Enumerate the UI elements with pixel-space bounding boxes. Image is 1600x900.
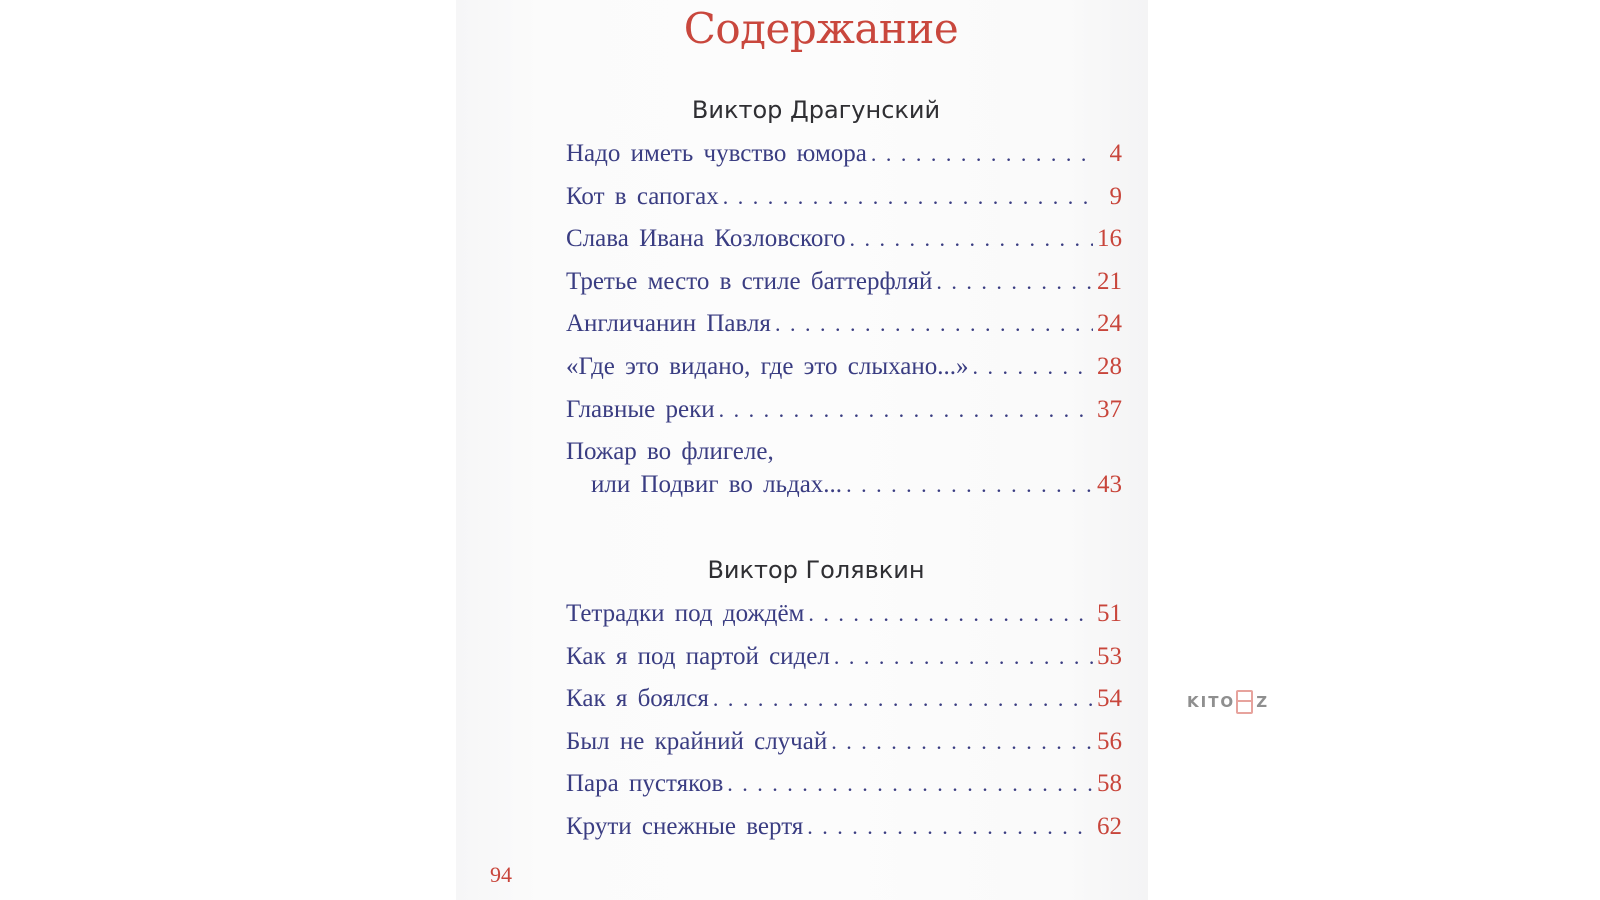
toc-entry-subtitle: или Подвиг во льдах... xyxy=(591,471,843,499)
toc-entry-page: 28 xyxy=(1097,352,1122,380)
toc-entry[interactable] xyxy=(566,140,1122,183)
toc-list xyxy=(566,600,1122,856)
dot-leader xyxy=(727,771,1093,797)
toc-entry-title: Англичанин Павля xyxy=(566,310,771,338)
toc-entry-title: Был не крайний случай xyxy=(566,727,828,755)
toc-entry[interactable] xyxy=(566,685,1122,728)
toc-entry-title: Кот в сапогах xyxy=(566,182,719,210)
toc-entry-title: Пожар во флигеле, xyxy=(566,438,774,466)
watermark-box-icon xyxy=(1236,690,1253,714)
toc-entry-page: 43 xyxy=(1097,471,1122,499)
toc-entry[interactable] xyxy=(566,183,1122,226)
toc-entry-page: 54 xyxy=(1097,685,1122,713)
toc-entry-page: 62 xyxy=(1097,812,1122,840)
toc-entry-title: Надо иметь чувство юмора xyxy=(566,140,867,167)
dot-leader xyxy=(846,472,1093,498)
toc-entry[interactable] xyxy=(566,225,1122,268)
toc-entry[interactable] xyxy=(566,396,1122,439)
kitobz-watermark xyxy=(1187,690,1269,714)
toc-entry-page: 21 xyxy=(1097,267,1122,295)
toc-entry-title: Третье место в стиле баттерфляй xyxy=(566,267,933,295)
toc-entry[interactable] xyxy=(566,438,1122,499)
contents-title: Содержание xyxy=(683,4,959,53)
toc-entry[interactable] xyxy=(566,770,1122,813)
watermark-text-left: KITO xyxy=(1187,693,1236,711)
dot-leader xyxy=(973,354,1093,380)
toc-entry-title: Крути снежные вертя xyxy=(566,812,804,840)
toc-entry-page: 51 xyxy=(1097,600,1122,627)
dot-leader xyxy=(849,226,1093,252)
book-page xyxy=(456,0,1148,900)
toc-entry-title: Как я боялся xyxy=(566,685,709,713)
toc-entry-page: 4 xyxy=(1109,140,1122,167)
dot-leader xyxy=(775,311,1093,337)
dot-leader xyxy=(807,814,1093,840)
dot-leader xyxy=(936,269,1093,295)
toc-entry-title: «Где это видано, где это слыхано...» xyxy=(566,352,969,380)
dot-leader xyxy=(808,601,1093,627)
toc-entry-page: 16 xyxy=(1097,225,1122,253)
toc-entry-page: 58 xyxy=(1097,770,1122,798)
dot-leader xyxy=(723,184,1094,210)
toc-entry[interactable] xyxy=(566,268,1122,311)
toc-entry[interactable] xyxy=(566,728,1122,771)
toc-entry[interactable] xyxy=(566,643,1122,686)
toc-entry[interactable] xyxy=(566,813,1122,856)
toc-entry[interactable] xyxy=(566,353,1122,396)
toc-entry[interactable] xyxy=(566,310,1122,353)
toc-entry-page: 37 xyxy=(1097,395,1122,423)
dot-leader xyxy=(834,644,1093,670)
toc-entry-title: Главные реки xyxy=(566,395,715,423)
toc-entry-page: 53 xyxy=(1097,642,1122,670)
watermark-text-right: Z xyxy=(1256,693,1270,711)
toc-entry-page: 24 xyxy=(1097,310,1122,338)
toc-entry-title: Как я под партой сидел xyxy=(566,642,830,670)
toc-entry-page: 56 xyxy=(1097,727,1122,755)
page-number: 94 xyxy=(490,862,512,887)
toc-list xyxy=(566,140,1122,499)
dot-leader xyxy=(713,686,1093,712)
toc-entry[interactable] xyxy=(566,600,1122,643)
toc-entry-title: Тетрадки под дождём xyxy=(566,600,805,627)
dot-leader xyxy=(871,141,1094,167)
toc-entry-page: 9 xyxy=(1109,182,1122,210)
dot-leader xyxy=(719,397,1093,423)
toc-entry-title: Слава Ивана Козловского xyxy=(566,225,846,253)
toc-entry-title: Пара пустяков xyxy=(566,770,724,798)
dot-leader xyxy=(831,729,1093,755)
author-heading: Виктор Драгунский xyxy=(691,96,941,124)
author-heading: Виктор Голявкин xyxy=(707,556,925,584)
